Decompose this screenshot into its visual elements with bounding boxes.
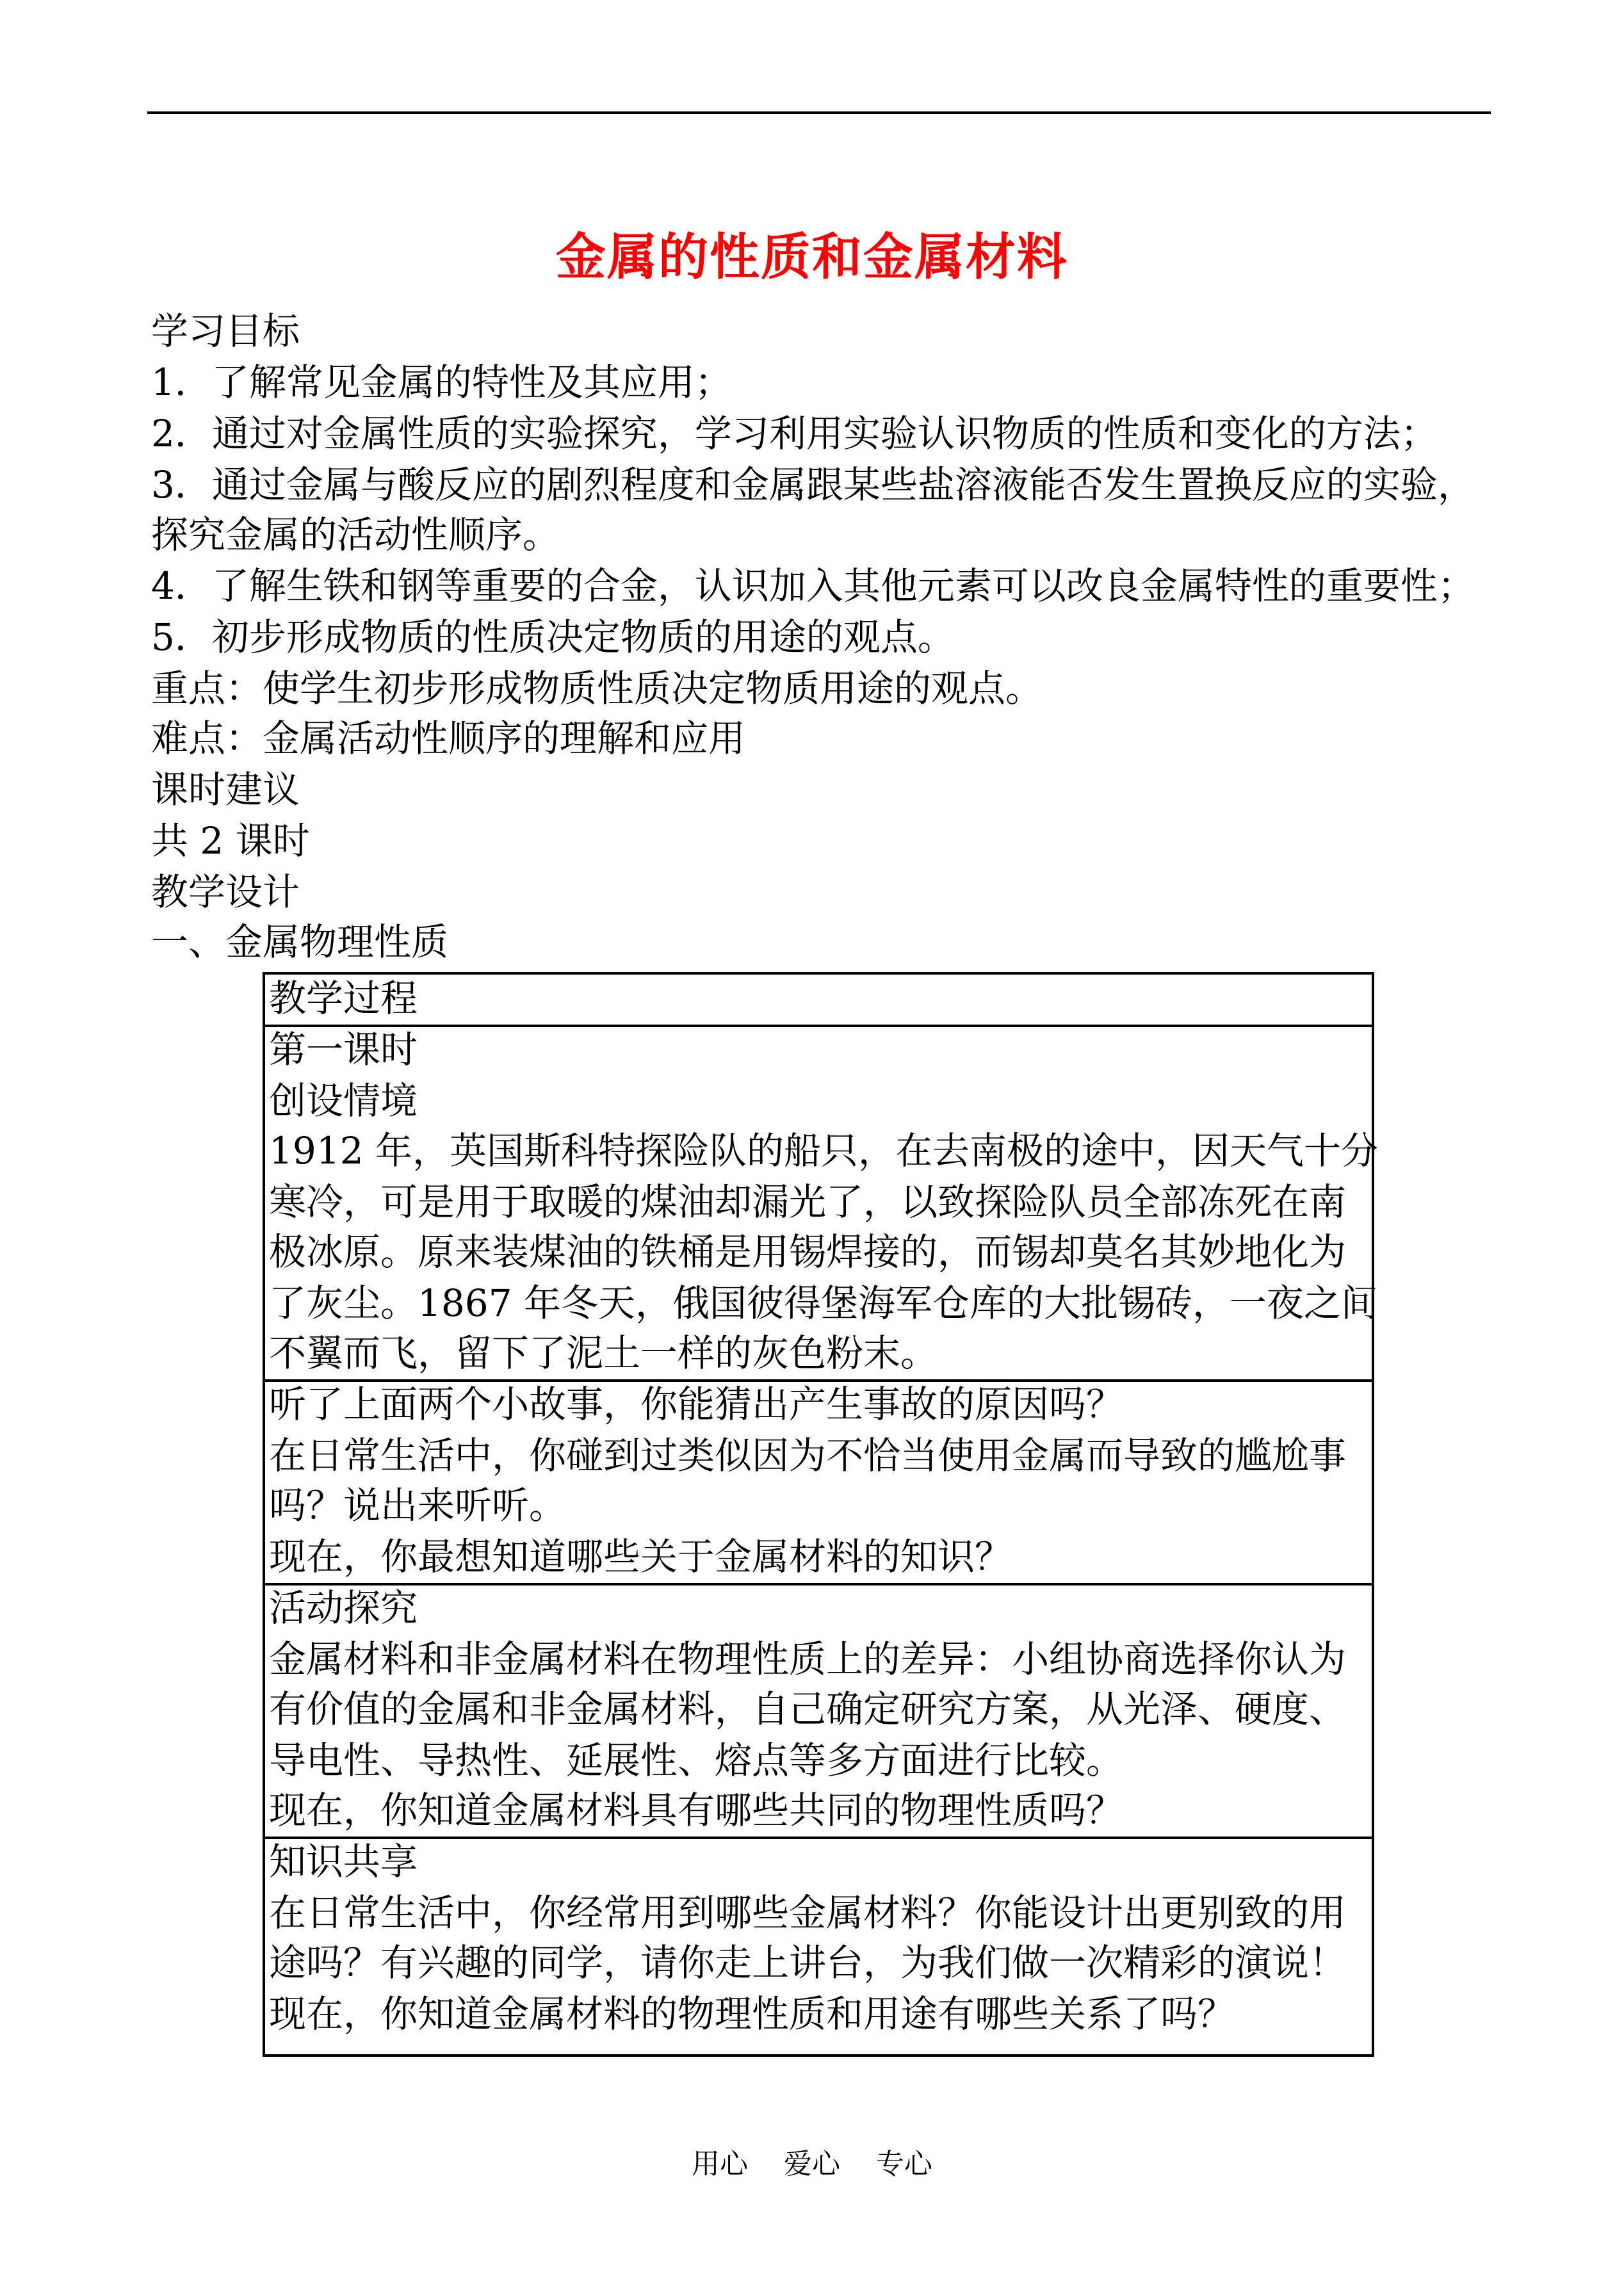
cell-line: 了灰尘。1867 年冬天，俄国彼得堡海军仓库的大批锡砖，一夜之间	[269, 1281, 1379, 1325]
schedule-heading: 课时建议	[151, 768, 300, 811]
difficulty: 难点：金属活动性顺序的理解和应用	[151, 717, 746, 760]
objective-item: 3．通过金属与酸反应的剧烈程度和金属跟某些盐溶液能否发生置换反应的实验，	[151, 463, 1475, 507]
key-point: 重点：使学生初步形成物质性质决定物质用途的观点。	[151, 667, 1043, 710]
cell-line: 不翼而飞，留下了泥土一样的灰色粉末。	[269, 1331, 938, 1375]
cell-line: 有价值的金属和非金属材料，自己确定研究方案，从光泽、硬度、	[269, 1687, 1347, 1731]
cell-line: 在日常生活中，你经常用到哪些金属材料？你能设计出更别致的用	[269, 1891, 1347, 1934]
cell-line: 现在，你知道金属材料的物理性质和用途有哪些关系了吗？	[269, 1992, 1235, 2036]
cell-line: 寒冷，可是用于取暖的煤油却漏光了，以致探险队员全部冻死在南	[269, 1180, 1347, 1224]
schedule: 共 2 课时	[151, 819, 310, 863]
cell-line: 导电性、导热性、延展性、熔点等多方面进行比较。	[269, 1739, 1124, 1782]
cell-line: 现在，你知道金属材料具有哪些共同的物理性质吗？	[269, 1788, 1124, 1832]
table-row-divider	[265, 1837, 1372, 1839]
cell-line: 吗？说出来听听。	[269, 1484, 567, 1527]
objective-item: 探究金属的活动性顺序。	[151, 513, 560, 556]
cell-line: 知识共享	[269, 1840, 418, 1883]
page-footer: 用心 爱心 专心	[692, 2148, 932, 2180]
cell-line: 途吗？有兴趣的同学，请你走上讲台，为我们做一次精彩的演说！	[269, 1941, 1347, 1984]
cell-line: 极冰原。原来装煤油的铁桶是用锡焊接的，而锡却莫名其妙地化为	[269, 1230, 1347, 1274]
objective-item: 1．了解常见金属的特性及其应用；	[151, 361, 732, 404]
table-row-divider	[265, 1583, 1372, 1585]
objectives-heading: 学习目标	[151, 309, 300, 353]
cell-line: 金属材料和非金属材料在物理性质上的差异：小组协商选择你认为	[269, 1637, 1347, 1681]
table-row-divider	[265, 1025, 1372, 1027]
objective-item: 2．通过对金属性质的实验探究，学习利用实验认识物质的性质和变化的方法；	[151, 412, 1438, 455]
cell-line: 创设情境	[269, 1079, 418, 1123]
header-rule	[147, 111, 1491, 114]
cell-line: 现在，你最想知道哪些关于金属材料的知识？	[269, 1535, 1012, 1578]
cell-line: 听了上面两个小故事，你能猜出产生事故的原因吗？	[269, 1383, 1124, 1426]
cell-line: 第一课时	[269, 1028, 418, 1071]
table-header: 教学过程	[269, 977, 418, 1020]
document-title: 金属的性质和金属材料	[555, 228, 1068, 286]
objective-item: 5．初步形成物质的性质决定物质的用途的观点。	[151, 615, 955, 659]
design-heading: 教学设计	[151, 870, 300, 914]
objective-item: 4．了解生铁和钢等重要的合金，认识加入其他元素可以改良金属特性的重要性；	[151, 564, 1475, 608]
cell-line: 活动探究	[269, 1586, 418, 1630]
cell-line: 1912 年，英国斯科特探险队的船只，在去南极的途中，因天气十分	[269, 1129, 1379, 1172]
cell-line: 在日常生活中，你碰到过类似因为不恰当使用金属而导致的尴尬事	[269, 1434, 1347, 1477]
section-heading: 一、金属物理性质	[151, 920, 449, 964]
teaching-process-table	[263, 972, 1379, 2057]
